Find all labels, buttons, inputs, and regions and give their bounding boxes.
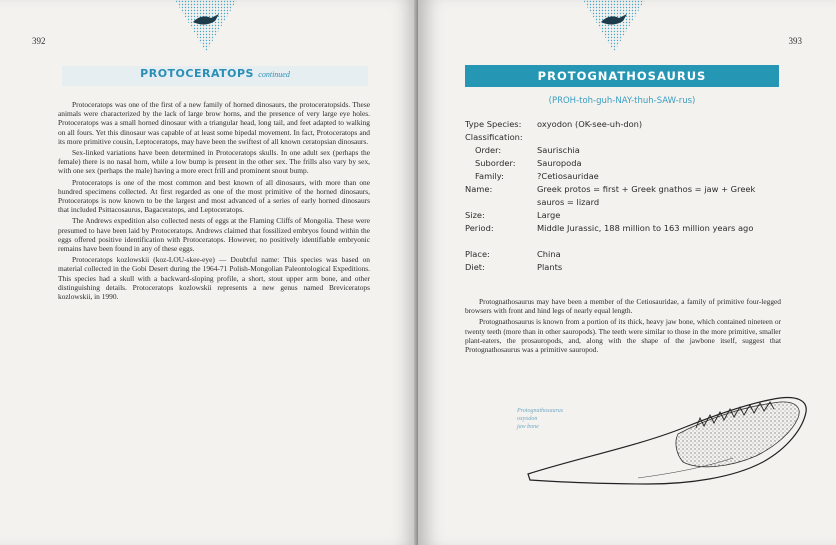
fact-label: Suborder: — [475, 158, 516, 168]
paragraph: Sex-linked variations have been determined in Protoceratops skulls. In one adult sex (perhaps the female) there is no nasal horn, while a low bump is present in the other sex. The frills also vary by sex, with one sex (perhaps the male) having a more erect frill and prominent snout bump. — [58, 148, 370, 176]
paragraph: Protognathosaurus may have been a member of the Cetiosauridae, a family of primitive four-legged browsers with front and hind legs of nearly equal length. — [465, 297, 781, 316]
fact-value: ?Cetiosauridae — [537, 171, 599, 181]
page-title: PROTOGNATHOSAURUS — [537, 69, 707, 83]
fact-value: Middle Jurassic, 188 million to 163 million years ago — [537, 223, 754, 233]
fact-label: Classification: — [465, 132, 523, 142]
fact-value: Sauropoda — [537, 158, 582, 168]
fact-label: Period: — [465, 223, 494, 233]
fact-label: Diet: — [465, 262, 485, 272]
fact-size — [465, 209, 795, 222]
fact-label: Name: — [465, 184, 493, 194]
page-number: 392 — [32, 36, 46, 46]
fact-family — [465, 170, 795, 183]
heading-title: PROTOCERATOPS — [140, 67, 254, 80]
fact-place — [465, 248, 795, 261]
fact-period — [465, 222, 795, 248]
fact-value: Saurischia — [537, 145, 580, 155]
fact-classification — [465, 131, 795, 144]
paragraph: Protoceratops was one of the first of a new family of horned dinosaurs, the protoceratopsids. These animals were characterized by the lack of large brow horns, and the presence of very large eye holes. Protoceratops was a small horned dinosaur with a triangular head, long tail, and feet adapted to walking on all fours. Yet this dinosaur was capable of at least some bipedal movement. In fact, Protoceratops and its more primitive cousin, Leptoceratops, may have been the swiftest of all known ceratopsian dinosaurs. — [58, 100, 370, 146]
fact-label: Place: — [465, 249, 490, 259]
fact-name — [465, 183, 795, 209]
paragraph: Protognathosaurus is known from a portion of its thick, heavy jaw bone, which contained nineteen or twenty teeth (more than in other sauropods). The teeth were similar to those in the more primitive, smaller plant-eaters, the prosauropods, and, along with the shape of the jawbone itself, suggest that Protognathosaurus was a primitive sauropod. — [465, 317, 781, 355]
fact-label: Size: — [465, 210, 485, 220]
right-page — [418, 0, 836, 545]
page-heading — [62, 67, 368, 80]
right-body-text — [465, 297, 781, 356]
fact-order — [465, 144, 795, 157]
fact-value: Plants — [537, 262, 563, 272]
paragraph: Protoceratops kozlowskii (koz-LOU-skee-eye) — Doubtful name: This species was based on material collected in the Gobi Desert during the 1964-71 Polish-Mongolian Paleontological Expeditions. This species had a skull with a backward-sloping profile, a short, stout upper arm bone, and other distinguishing details. Protoceratops kozlowskii represents a new genus named Breviceratops kozlowskii, in 1990. — [58, 255, 370, 302]
fact-label: Family: — [475, 171, 504, 181]
fact-value: oxyodon (OK-see-uh-don) — [537, 119, 643, 129]
bird-ornament-icon — [175, 0, 237, 52]
facts-table — [465, 118, 795, 274]
heading-continued: continued — [258, 70, 290, 79]
illustration-caption — [517, 407, 563, 431]
caption-line: oxyodon — [517, 416, 538, 422]
fact-label: Order: — [475, 145, 502, 155]
fact-value: Large — [537, 210, 561, 220]
page-number: 393 — [788, 36, 802, 46]
fact-diet — [465, 261, 795, 274]
pronunciation: (PROH-toh-guh-NAY-thuh-SAW-rus) — [548, 96, 696, 106]
bird-ornament-icon — [583, 0, 645, 52]
fact-suborder — [465, 157, 795, 170]
fact-value: Greek protos = first + Greek gnathos = jaw + Greek sauros = lizard — [537, 184, 756, 207]
fact-value: China — [537, 249, 561, 259]
left-body-text — [58, 100, 370, 303]
fact-type-species — [465, 118, 795, 131]
caption-line: Protognathosaurus — [517, 408, 564, 414]
paragraph: The Andrews expedition also collected nests of eggs at the Flaming Cliffs of Mongolia. These were presumed to have been laid by Protoceratops. Andrews claimed that fossilized embryos found within the eggs offered positive identification with Protoceratops. However, no positively identifiable embryonic remains have been found in any of these eggs. — [58, 216, 370, 254]
caption-line: jaw bone — [517, 424, 539, 430]
jaw-bone-illustration — [518, 388, 818, 494]
fact-label: Type Species: — [465, 119, 522, 129]
paragraph: Protoceratops is one of the most common and best known of all dinosaurs, with more than one hundred specimens collected. At first regarded as one of the most primitive of the horned dinosaurs, Protoceratops is now known to be the largest and most advanced of a series of early horned dinosaurs that included Psittacosaurus, Bagaceratops, and Leptoceratops. — [58, 177, 370, 215]
